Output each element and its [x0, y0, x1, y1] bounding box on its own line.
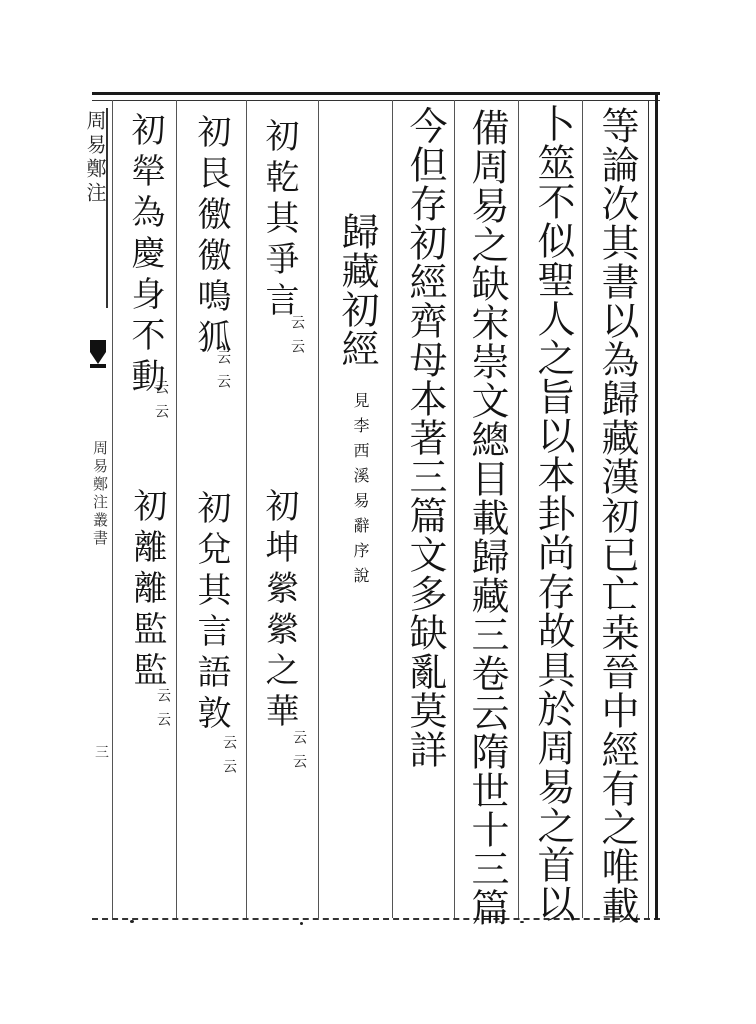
- column-divider: [518, 100, 519, 918]
- column-divider: [392, 100, 393, 918]
- column-divider: [112, 100, 113, 918]
- yunyun-note: 云云: [291, 730, 307, 778]
- scan-speck: [300, 922, 303, 925]
- frame-right-inner-border: [648, 100, 649, 918]
- yunyun-note: 云云: [221, 735, 237, 783]
- hexagram-line-qian: 初乾其爭言: [259, 118, 299, 323]
- text-column-3: 備周易之缺宋崇文總目載歸藏三卷云隋世十三篇: [465, 108, 509, 927]
- text-column-4: 今但存初經齊母本著三篇文多缺亂莫詳: [403, 106, 447, 769]
- column-divider: [246, 100, 247, 918]
- column-divider: [176, 100, 177, 918]
- yunyun-note: 云云: [215, 350, 231, 398]
- frame-top-inner-border: [92, 100, 660, 101]
- hexagram-line-li: 初離離監監: [127, 488, 167, 693]
- frame-top-border: [92, 92, 660, 95]
- text-column-2: 卜筮不似聖人之旨以本卦尚存故具於周易之首以: [531, 104, 575, 923]
- scan-speck: [130, 920, 134, 923]
- yunyun-note: 云云: [289, 315, 305, 363]
- column-divider: [318, 100, 319, 918]
- column-divider: [454, 100, 455, 918]
- section-heading: 歸藏初經: [335, 212, 379, 368]
- hexagram-line-kun: 初坤縈縈之華: [259, 488, 299, 734]
- page-number: 三: [95, 745, 109, 761]
- hexagram-line-gen: 初艮徼徼鳴狐: [191, 114, 231, 360]
- source-note: 見李西溪易辭序說: [351, 392, 370, 592]
- hexagram-line-dui: 初兌其言語敦: [191, 490, 231, 736]
- yunyun-note: 云云: [153, 380, 169, 428]
- fold-edge-book-label: 周易鄭注叢書: [91, 440, 109, 548]
- scan-speck: [520, 921, 524, 923]
- frame-right-border: [655, 92, 658, 920]
- text-column-1: 等論次其書以為歸藏漢初已亡桒晉中經有之唯載: [595, 106, 639, 925]
- fold-edge-title: 周易鄭注: [83, 110, 107, 206]
- hexagram-line-luo: 初犖為慶身不動: [125, 112, 165, 399]
- yunyun-note: 云云: [155, 688, 171, 736]
- column-divider: [582, 100, 583, 918]
